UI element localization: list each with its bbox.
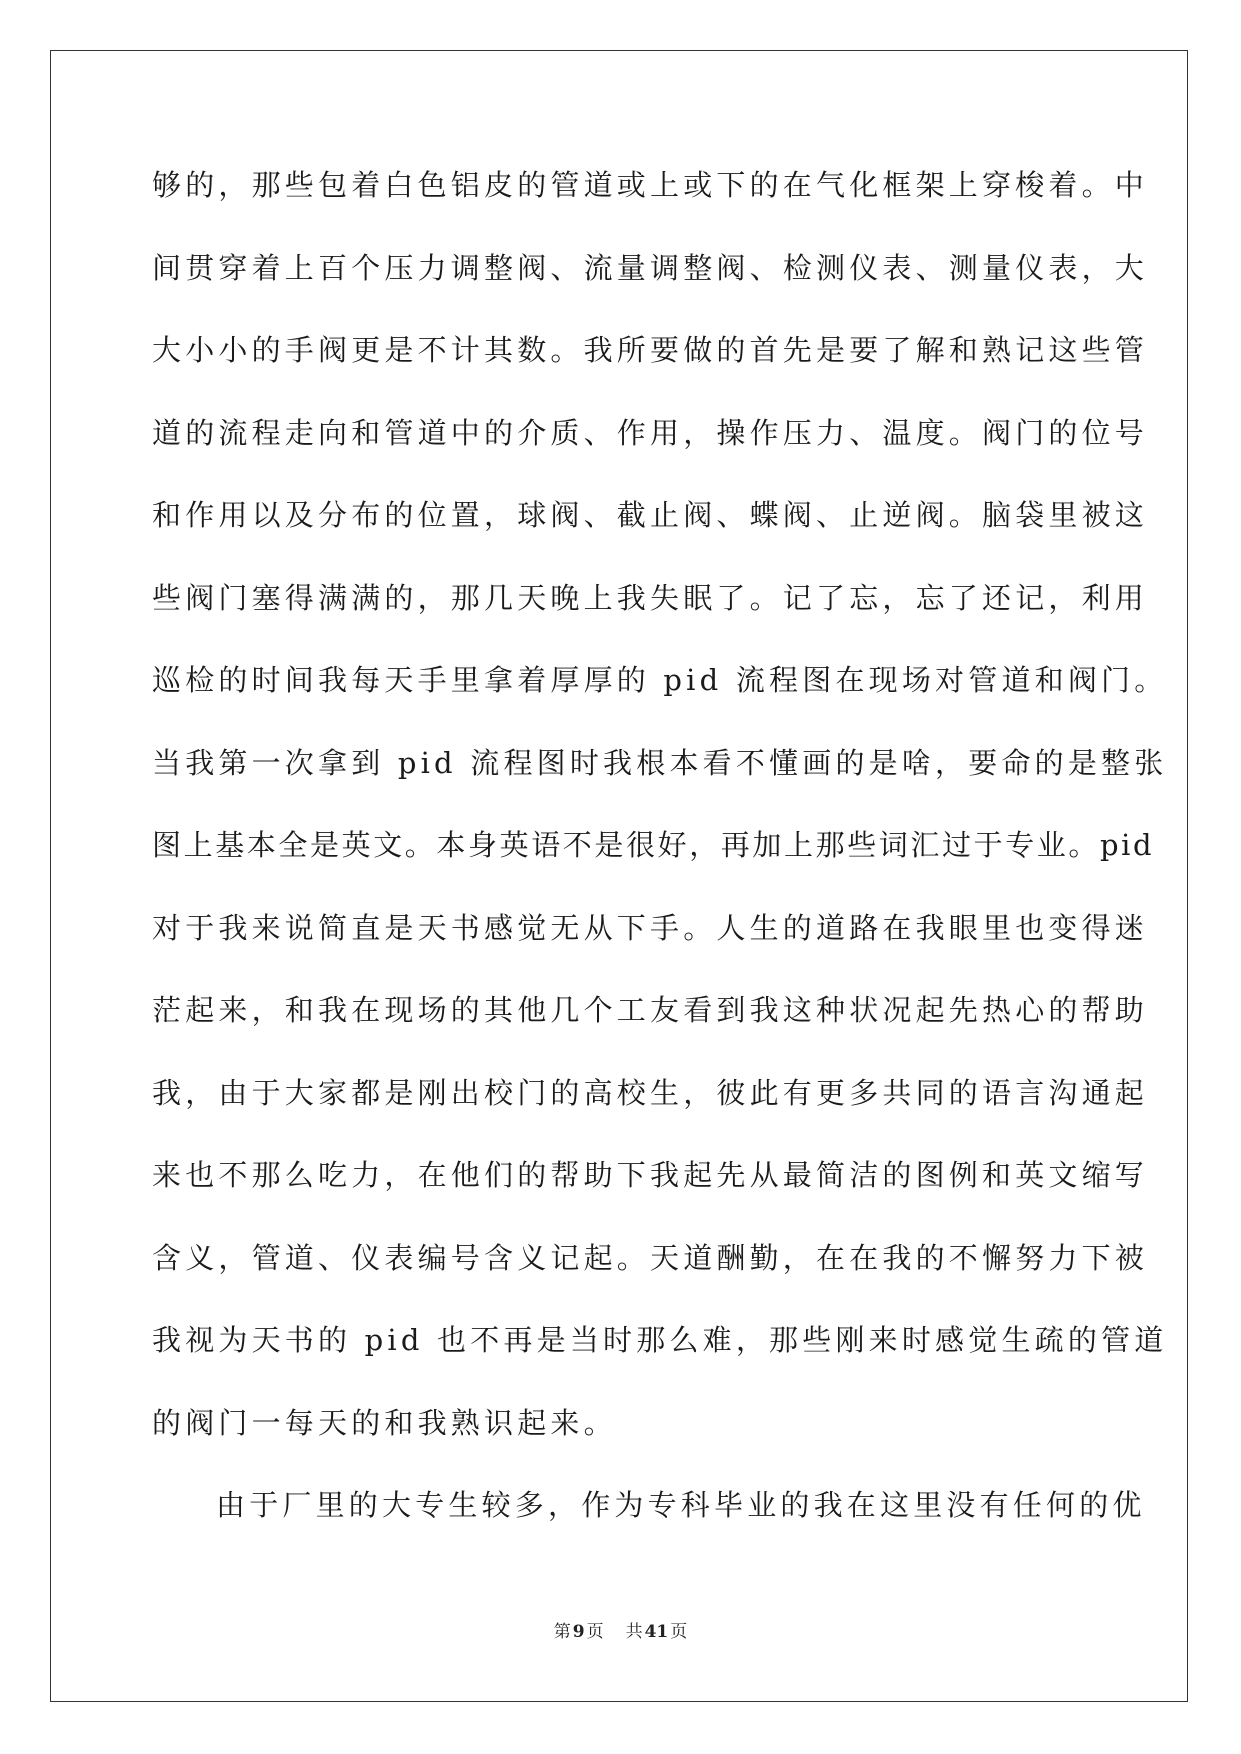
text-line: 巡检的时间我每天手里拿着厚厚的 pid 流程图在现场对管道和阀门。 bbox=[152, 663, 1168, 697]
page-number: 9 bbox=[572, 1622, 585, 1642]
text-line: 我视为天书的 pid 也不再是当时那么难，那些刚来时感觉生疏的管道 bbox=[152, 1323, 1168, 1357]
paragraph-start-line: 由于厂里的大专生较多，作为专科毕业的我在这里没有任何的优 bbox=[216, 1488, 1146, 1522]
text-line: 的阀门一每天的和我熟识起来。 bbox=[152, 1405, 617, 1440]
text-line: 大小小的手阀更是不计其数。我所要做的首先是要了解和熟记这些管 bbox=[152, 333, 1149, 367]
text-line: 些阀门塞得满满的，那几天晚上我失眠了。记了忘，忘了还记，利用 bbox=[152, 580, 1149, 615]
text-line: 来也不那么吃力，在他们的帮助下我起先从最简洁的图例和英文缩写 bbox=[152, 1158, 1149, 1192]
page-label-suffix: 页 bbox=[586, 1622, 604, 1642]
total-pages: 41 bbox=[644, 1622, 669, 1642]
text-line: 图上基本全是英文。本身英语不是很好，再加上那些词汇过于专业。pid bbox=[152, 828, 1155, 862]
page-label-prefix: 第 bbox=[553, 1622, 571, 1642]
text-line: 当我第一次拿到 pid 流程图时我根本看不懂画的是啥，要命的是整张 bbox=[152, 745, 1168, 780]
text-line: 间贯穿着上百个压力调整阀、流量调整阀、检测仪表、测量仪表，大 bbox=[152, 250, 1149, 285]
text-line: 和作用以及分布的位置，球阀、截止阀、蝶阀、止逆阀。脑袋里被这 bbox=[152, 498, 1149, 532]
total-label-prefix: 共 bbox=[625, 1622, 643, 1642]
total-label-suffix: 页 bbox=[670, 1622, 688, 1642]
body-text bbox=[152, 160, 1168, 1563]
text-line: 对于我来说简直是天书感觉无从下手。人生的道路在我眼里也变得迷 bbox=[152, 910, 1149, 945]
page-footer bbox=[0, 1621, 1241, 1643]
text-line: 我，由于大家都是刚出校门的高校生，彼此有更多共同的语言沟通起 bbox=[152, 1075, 1149, 1110]
text-line: 含义，管道、仪表编号含义记起。天道酬勤，在在我的不懈努力下被 bbox=[152, 1240, 1149, 1275]
text-line: 茫起来，和我在现场的其他几个工友看到我这种状况起先热心的帮助 bbox=[152, 993, 1149, 1027]
text-line: 道的流程走向和管道中的介质、作用，操作压力、温度。阀门的位号 bbox=[152, 415, 1149, 450]
text-line: 够的，那些包着白色铝皮的管道或上或下的在气化框架上穿梭着。中 bbox=[152, 168, 1149, 202]
